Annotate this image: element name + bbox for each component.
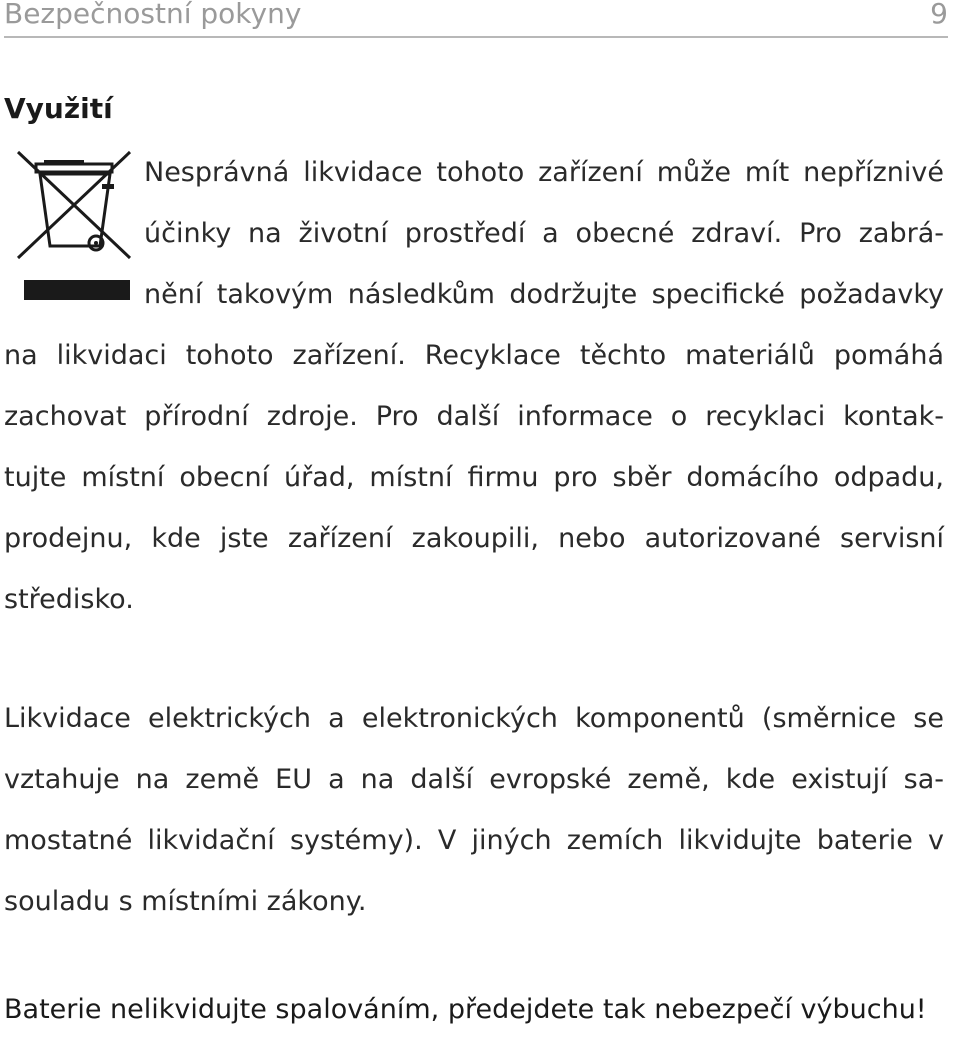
battery-warning: Baterie nelikvidujte spalováním, předejdete tak nebezpečí výbuchu! xyxy=(4,994,927,1025)
paragraph-line: Nesprávná likvidace tohoto zařízení může mít nepříznivé xyxy=(144,157,944,188)
header-title: Bezpečnostní pokyny xyxy=(4,0,302,30)
paragraph-line: nění takovým následkům dodržujte specifické požadavky xyxy=(144,279,944,310)
paragraph-line: vztahuje na země EU a na další evropské země, kde existují sa- xyxy=(4,764,944,795)
paragraph-line: tujte místní obecní úřad, místní firmu pro sběr domácího odpadu, xyxy=(4,462,944,493)
paragraph-line: Likvidace elektrických a elektronických komponentů (směrnice se xyxy=(4,703,944,734)
paragraph-line: souladu s místními zákony. xyxy=(4,886,367,917)
paragraph-line: účinky na životní prostředí a obecné zdraví. Pro zabrá- xyxy=(144,218,944,249)
paragraph-line: zachovat přírodní zdroje. Pro další informace o recyklaci kontak- xyxy=(4,401,944,432)
paragraph-line: mostatné likvidační systémy). V jiných zemích likvidujte baterie v xyxy=(4,825,944,856)
page-number: 9 xyxy=(930,0,948,30)
paragraph-line: středisko. xyxy=(4,584,134,615)
section-heading: Využití xyxy=(4,92,113,125)
paragraph-line: prodejnu, kde jste zařízení zakoupili, nebo autorizované servisní xyxy=(4,523,944,554)
crossed-out-wheelie-bin-icon xyxy=(14,150,136,304)
paragraph-line: na likvidaci tohoto zařízení. Recyklace těchto materiálů pomáhá xyxy=(4,340,944,371)
page-header xyxy=(4,0,948,38)
